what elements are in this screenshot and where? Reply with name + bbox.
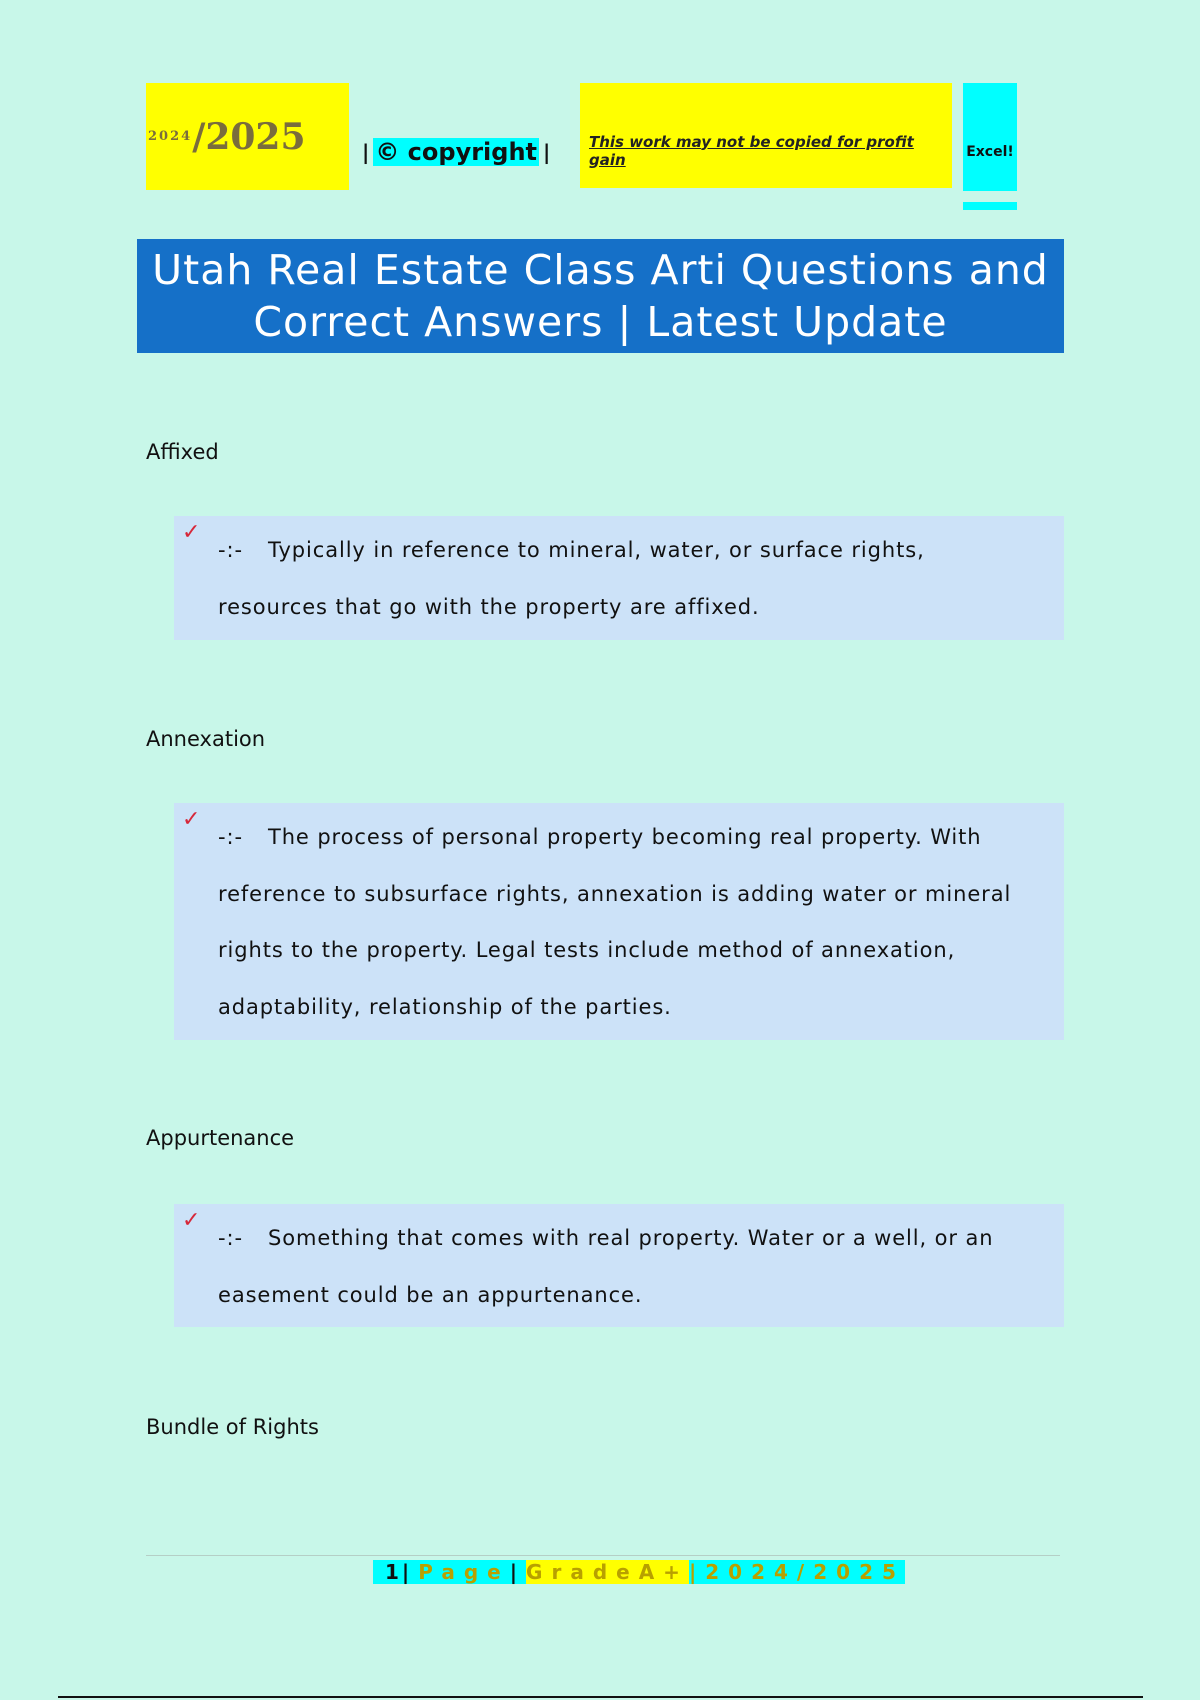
term-label: Annexation: [146, 727, 266, 751]
checkmark-icon: ✓: [182, 807, 201, 832]
header-excel-bar: [963, 202, 1017, 210]
document-title-banner: [137, 239, 1064, 353]
footer-separator: |: [688, 1560, 706, 1584]
header-year-small: 2024: [148, 129, 193, 144]
answer-box: [174, 516, 1064, 640]
answer-body: Typically in reference to mineral, water, or surface rights, resources that go with the property are affixed.: [218, 538, 925, 619]
answer-body: Something that comes with real property. Water or a well, or an easement could be an appurtenance.: [218, 1226, 994, 1307]
document-title: Utah Real Estate Class Arti Questions and Correct Answers | Latest Update: [152, 246, 1049, 346]
header-year-big: /2025: [192, 115, 306, 158]
footer-page-label: Page: [418, 1560, 510, 1584]
footer-year: 2024/2025: [705, 1560, 905, 1584]
page-bottom-rule: [58, 1696, 1143, 1698]
footer-grade: GradeA+: [526, 1560, 689, 1584]
header-copyright: [358, 132, 554, 172]
answer-box: [174, 803, 1064, 1040]
term-label: Appurtenance: [146, 1126, 295, 1150]
answer-text: [218, 809, 1042, 1035]
checkmark-icon: ✓: [182, 520, 201, 545]
answer-prefix: -:-: [218, 538, 243, 562]
page-number: 1: [373, 1560, 402, 1584]
answer-box: [174, 1204, 1064, 1327]
header-notice-box: [580, 83, 952, 188]
copyright-label: © copyright: [375, 138, 538, 166]
term-label: Affixed: [146, 440, 219, 464]
answer-text: [218, 522, 1042, 635]
footer-separator: |: [509, 1560, 527, 1584]
footer-divider: [146, 1555, 1060, 1556]
answer-text: [218, 1210, 1042, 1323]
copyright-pipe-right: |: [543, 140, 551, 164]
header-year-box: [146, 83, 349, 190]
answer-prefix: -:-: [218, 1226, 243, 1250]
copy-notice: This work may not be copied for profit gain: [589, 132, 914, 169]
term-label: Bundle of Rights: [146, 1415, 319, 1439]
answer-prefix: -:-: [218, 825, 243, 849]
page-footer: [373, 1558, 905, 1586]
answer-body: The process of personal property becoming real property. With reference to subsurface rights, annexation is adding water or mineral rights to the property. Legal tests include method of annexation, adaptability, relationship of the parties.: [218, 825, 1012, 1019]
header-excel-box: [963, 83, 1017, 191]
checkmark-icon: ✓: [182, 1208, 201, 1233]
footer-separator: |: [401, 1560, 419, 1584]
excel-label: Excel!: [966, 144, 1014, 160]
copyright-pipe-left: |: [362, 140, 370, 164]
